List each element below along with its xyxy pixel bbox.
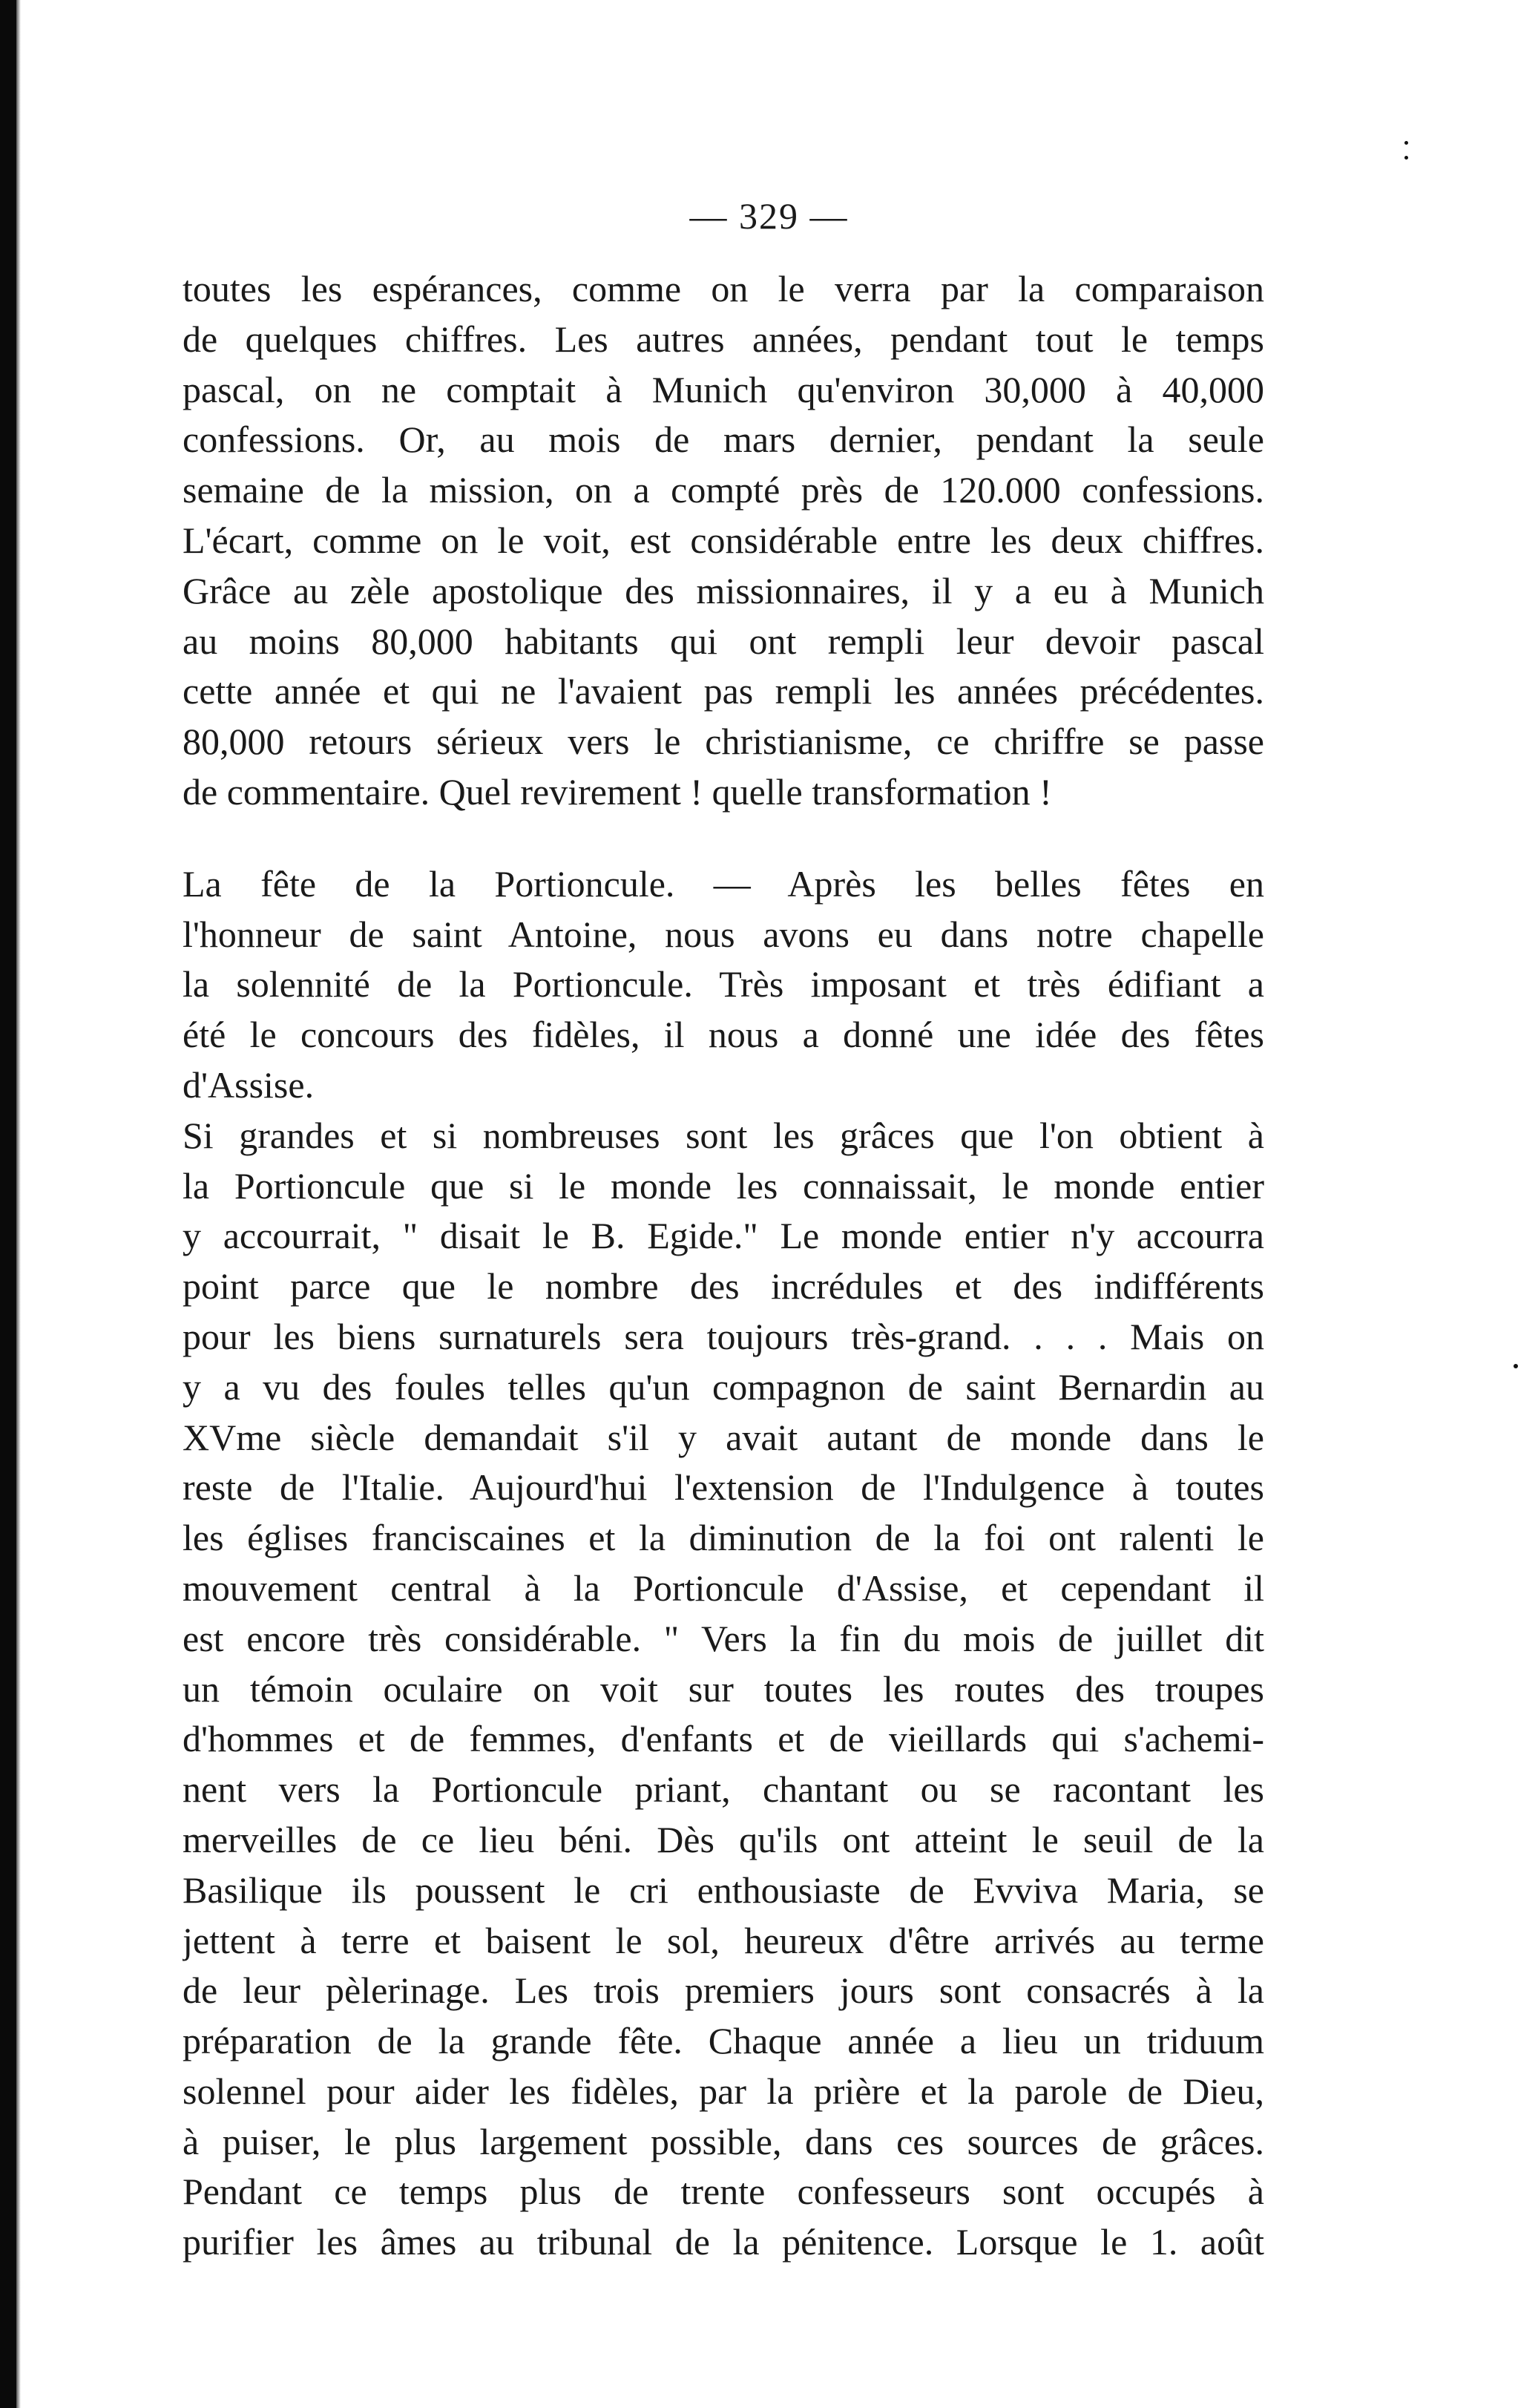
text-line: de commentaire. Quel revirement ! quelle transformation ! [183, 770, 1052, 813]
text-line: 80,000 retours sérieux vers le christianisme, ce chriffre se passe [183, 721, 1264, 763]
text-line: préparation de la grande fête. Chaque année a lieu un triduum [183, 2020, 1264, 2062]
text-line: confessions. Or, au mois de mars dernier, pendant la seule [183, 419, 1264, 461]
text-line: d'hommes et de femmes, d'enfants et de vieillards qui s'achemi- [183, 1718, 1264, 1760]
scan-speck [1404, 156, 1408, 160]
text-line: point parce que le nombre des incrédules et des indifférents [183, 1265, 1264, 1308]
text-line: au moins 80,000 habitants qui ont rempli leur devoir pascal [183, 620, 1264, 662]
text-line: d'Assise. [183, 1063, 315, 1106]
text-line: y accourrait, " disait le B. Egide." Le monde entier n'y accourra [183, 1215, 1264, 1257]
text-line: Si grandes et si nombreuses sont les grâces que l'on obtient à [183, 1114, 1264, 1156]
scan-speck [1514, 1364, 1518, 1368]
text-line: merveilles de ce lieu béni. Dès qu'ils ont atteint le seuil de la [183, 1818, 1264, 1860]
text-line: mouvement central à la Portioncule d'Assise, et cependant il [183, 1566, 1264, 1609]
text-line: de quelques chiffres. Les autres années, pendant tout le temps [183, 318, 1264, 360]
text-line: la solennité de la Portioncule. Très imposant et très édifiant a [183, 963, 1264, 1005]
scan-edge-shadow [0, 0, 16, 2408]
page-number: — 329 — [689, 195, 849, 237]
section-gap [183, 818, 1264, 859]
paragraph-assise-graces [183, 1111, 1264, 2268]
text-line: l'honneur de saint Antoine, nous avons eu dans notre chapelle [183, 913, 1264, 955]
text-line: y a vu des foules telles qu'un compagnon de saint Bernardin au [183, 1365, 1264, 1408]
text-line: est encore très considérable. " Vers la fin du mois de juillet dit [183, 1617, 1264, 1659]
text-line: la Portioncule que si le monde les connaissait, le monde entier [183, 1164, 1264, 1207]
text-line: nent vers la Portioncule priant, chantant ou se racontant les [183, 1768, 1264, 1811]
text-line: Grâce au zèle apostolique des missionnaires, il y a eu à Munich [183, 569, 1264, 611]
text-line: cette année et qui ne l'avaient pas rempli les années précédentes. [183, 670, 1264, 712]
text-line: purifier les âmes au tribunal de la pénitence. Lorsque le 1. août [183, 2221, 1264, 2263]
text-line: les églises franciscaines et la diminution de la foi ont ralenti le [183, 1517, 1264, 1559]
text-line: L'écart, comme on le voit, est considérable entre les deux chiffres. [183, 519, 1264, 561]
body-text [183, 264, 1264, 2268]
paragraph-munich-mission [183, 264, 1264, 818]
text-line: à puiser, le plus largement possible, dans ces sources de grâces. [183, 2120, 1264, 2162]
text-line: été le concours des fidèles, il nous a donné une idée des fêtes [183, 1014, 1264, 1056]
text-line: toutes les espérances, comme on le verra par la comparaison [183, 268, 1264, 309]
text-line: Pendant ce temps plus de trente confesseurs sont occupés à [183, 2171, 1264, 2213]
text-line: solennel pour aider les fidèles, par la prière et la parole de Dieu, [183, 2070, 1264, 2112]
text-line: La fête de la Portioncule. — Après les belles fêtes en [183, 862, 1264, 905]
text-line: jettent à terre et baisent le sol, heureux d'être arrivés au terme [183, 1919, 1264, 1961]
text-line: semaine de la mission, on a compté près de 120.000 confessions. [183, 469, 1264, 511]
text-line: reste de l'Italie. Aujourd'hui l'extension de l'Indulgence à toutes [183, 1466, 1264, 1509]
text-line: Basilique ils poussent le cri enthousiaste de Evviva Maria, se [183, 1869, 1264, 1911]
text-line: XVme siècle demandait s'il y avait autant de monde dans le [183, 1416, 1264, 1458]
text-line: de leur pèlerinage. Les trois premiers jours sont consacrés à la [183, 1969, 1264, 2012]
text-line: pascal, on ne comptait à Munich qu'environ 30,000 à 40,000 [183, 368, 1264, 410]
text-line: pour les biens surnaturels sera toujours très-grand. . . . Mais on [183, 1315, 1264, 1357]
scan-speck [1404, 141, 1408, 145]
text-line: un témoin oculaire on voit sur toutes les routes des troupes [183, 1667, 1264, 1710]
paragraph-portioncule-feast [183, 859, 1264, 1111]
